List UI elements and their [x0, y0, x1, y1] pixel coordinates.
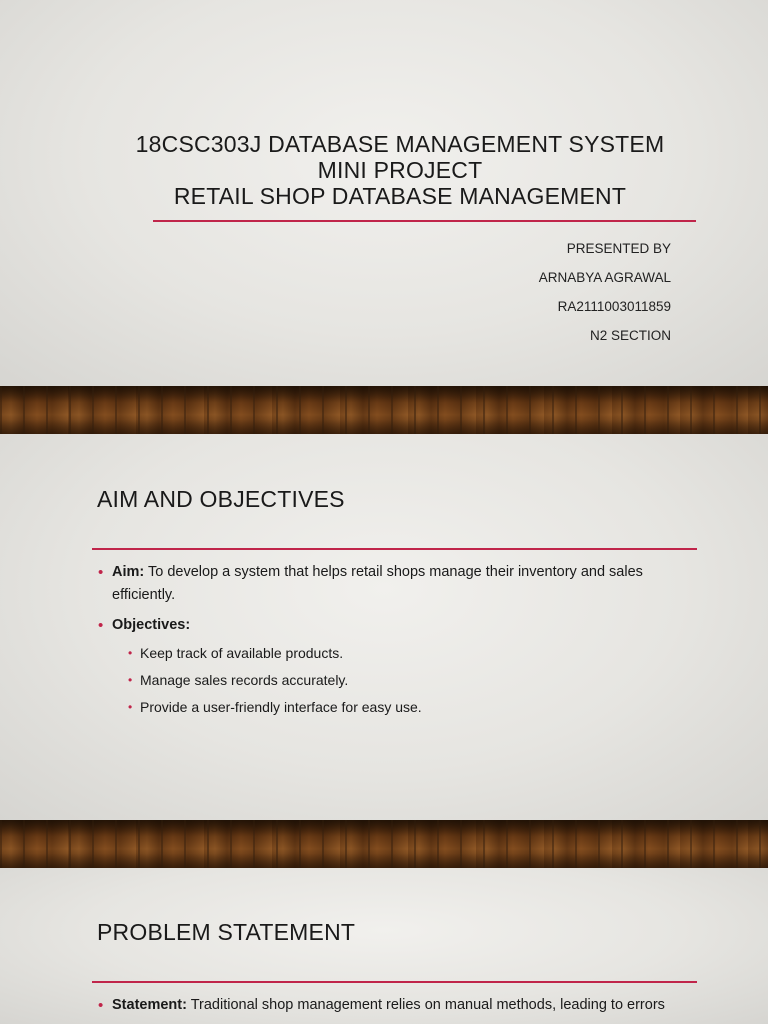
- bullet-aim: [98, 561, 698, 607]
- presenter-name: ARNABYA AGRAWAL: [538, 270, 671, 285]
- objective-item: • Provide a user-friendly interface for easy use.: [98, 694, 698, 721]
- wood-floor-divider: [0, 820, 768, 868]
- objective-item: • Keep track of available products.: [98, 640, 698, 667]
- statement-label: Statement:: [112, 997, 187, 1013]
- title-line-mini-project: MINI PROJECT: [317, 157, 483, 183]
- bullet-statement: [98, 994, 698, 1017]
- bullet-list: [98, 561, 698, 721]
- slide-heading: PROBLEM STATEMENT: [97, 919, 356, 945]
- slide-heading: AIM AND OBJECTIVES: [97, 486, 345, 512]
- presenter-info: [539, 239, 671, 355]
- slide-problem-statement: [0, 868, 768, 1024]
- objective-item: • Manage sales records accurately.: [98, 667, 698, 694]
- heading-divider: [92, 981, 697, 983]
- objectives-list: [98, 640, 698, 721]
- section-label: N2 SECTION: [589, 328, 671, 343]
- title-line-project-name: RETAIL SHOP DATABASE MANAGEMENT: [173, 183, 627, 209]
- bullet-list: [98, 994, 698, 1017]
- objectives-label: Objectives:: [112, 617, 191, 633]
- title-divider: [153, 220, 696, 222]
- aim-label: Aim:: [112, 564, 145, 580]
- registration-number: RA2111003011859: [557, 299, 671, 314]
- slide-title: [0, 0, 768, 386]
- heading-divider: [92, 548, 697, 550]
- slide-aim-objectives: [0, 434, 768, 820]
- wood-floor-divider: [0, 386, 768, 434]
- title-line-course: 18CSC303J DATABASE MANAGEMENT SYSTEM: [135, 131, 665, 157]
- aim-text: To develop a system that helps retail shops manage their inventory and sales efficiently.: [112, 564, 643, 603]
- bullet-objectives: [98, 614, 698, 637]
- statement-text: Traditional shop management relies on manual methods, leading to errors: [186, 997, 665, 1013]
- slide-title-text: [0, 131, 768, 209]
- presented-by-label: PRESENTED BY: [566, 241, 671, 256]
